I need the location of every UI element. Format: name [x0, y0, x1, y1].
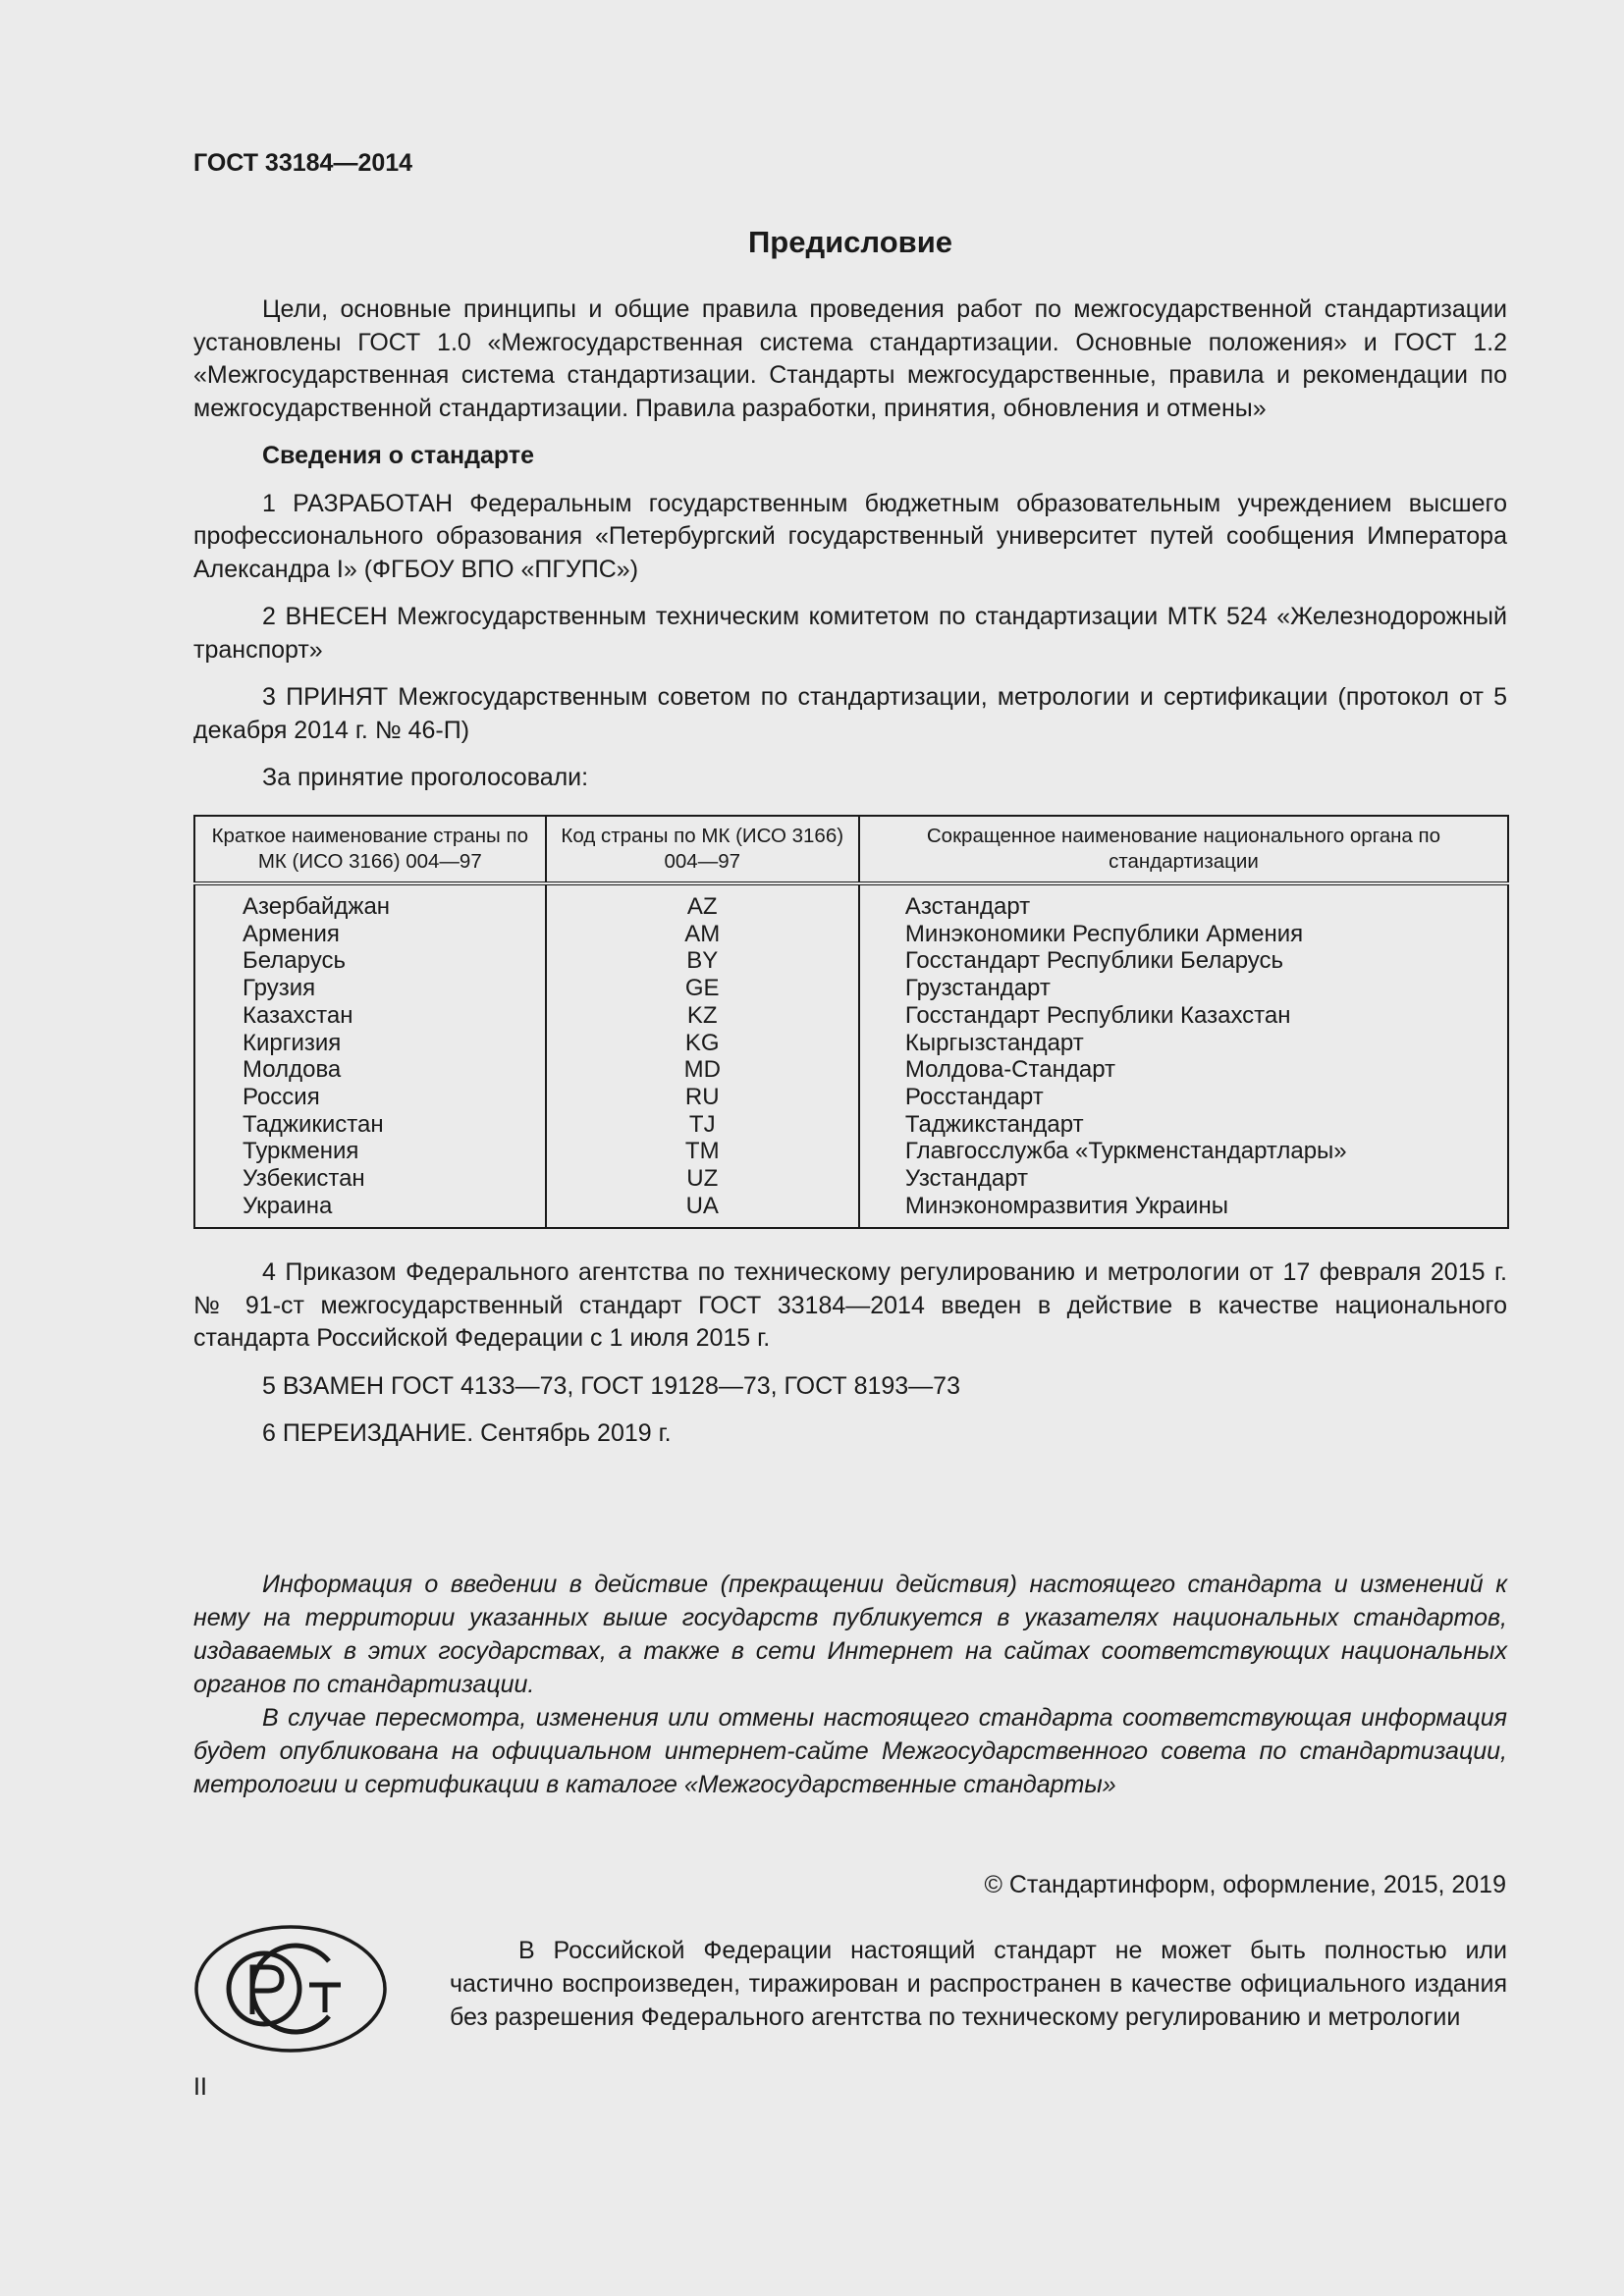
- code-cell: KG: [546, 1030, 859, 1057]
- body-cell: Грузстандарт: [859, 975, 1508, 1002]
- table-row: [194, 1138, 1508, 1165]
- page-number: II: [193, 2073, 207, 2101]
- country-cell: Беларусь: [194, 947, 546, 975]
- body-cell: Главгосслужба «Туркменстандартлары»: [859, 1138, 1508, 1165]
- copyright-text: © Стандартинформ, оформление, 2015, 2019: [984, 1871, 1506, 1898]
- code-cell: BY: [546, 947, 859, 975]
- body-cell: Минэкономики Республики Армения: [859, 921, 1508, 948]
- table-row: [194, 883, 1508, 921]
- code-cell: UZ: [546, 1165, 859, 1193]
- table-header-row: [194, 816, 1508, 883]
- country-cell: Азербайджан: [194, 883, 546, 921]
- country-cell: Грузия: [194, 975, 546, 1002]
- item-introduced: 2 ВНЕСЕН Межгосударственным техническим комитетом по стандартизации МТК 524 «Железнодорожный транспорт»: [193, 603, 1507, 664]
- column-header-code: Код страны по МК (ИСО 3166) 004—97: [546, 816, 859, 883]
- country-cell: Киргизия: [194, 1030, 546, 1057]
- country-cell: Туркмения: [194, 1138, 546, 1165]
- country-cell: Украина: [194, 1193, 546, 1229]
- table-row: [194, 1084, 1508, 1111]
- country-cell: Узбекистан: [194, 1165, 546, 1193]
- notice-block: [193, 1568, 1507, 1801]
- country-cell: Армения: [194, 921, 546, 948]
- rights-notice: В Российской Федерации настоящий стандарт не может быть полностью или частично воспроизведен, тиражирован и распространен в качестве официального издания без разрешения Федерального агентства по техническому регулированию и метрологии: [450, 1937, 1507, 2031]
- code-cell: AZ: [546, 883, 859, 921]
- code-cell: TM: [546, 1138, 859, 1165]
- country-cell: Молдова: [194, 1056, 546, 1084]
- table-row: [194, 1193, 1508, 1229]
- item-adopted: 3 ПРИНЯТ Межгосударственным советом по стандартизации, метрологии и сертификации (протокол от 5 декабря 2014 г. № 46-П): [193, 683, 1507, 744]
- body-cell: Азстандарт: [859, 883, 1508, 921]
- item-replaces: 5 ВЗАМЕН ГОСТ 4133—73, ГОСТ 19128—73, ГОСТ 8193—73: [262, 1371, 960, 1400]
- preface-body-continued: [193, 1256, 1507, 1451]
- column-header-body: Сокращенное наименование национального органа по стандартизации: [859, 816, 1508, 883]
- country-cell: Таджикистан: [194, 1111, 546, 1139]
- preface-body: [193, 294, 1507, 795]
- table-row: [194, 921, 1508, 948]
- votes-label: За принятие проголосовали:: [262, 764, 589, 791]
- code-cell: KZ: [546, 1002, 859, 1030]
- page-title: Предисловие: [747, 225, 952, 259]
- table-row: [194, 1165, 1508, 1193]
- code-cell: MD: [546, 1056, 859, 1084]
- rst-certification-mark-icon: [193, 1924, 388, 2054]
- table-row: [194, 1030, 1508, 1057]
- country-cell: Казахстан: [194, 1002, 546, 1030]
- body-cell: Узстандарт: [859, 1165, 1508, 1193]
- item-developed: 1 РАЗРАБОТАН Федеральным государственным бюджетным образовательным учреждением высшего профессионального образования «Петербургский государственный университет путей сообщения Императора Александра I» (ФГБОУ ВПО «ПГУПС»): [193, 489, 1507, 583]
- table-row: [194, 947, 1508, 975]
- notice-paragraph: Информация о введении в действие (прекращении действия) настоящего стандарта и изменений к нему на территории указанных выше государств публикуется в указателях национальных стандартов, издаваемых в этих государствах, а также в сети Интернет на сайтах соответствующих национальных органов по стандартизации.: [193, 1571, 1507, 1698]
- code-cell: TJ: [546, 1111, 859, 1139]
- item-reissue: 6 ПЕРЕИЗДАНИЕ. Сентябрь 2019 г.: [262, 1419, 672, 1447]
- column-header-country: Краткое наименование страны по МК (ИСО 3166) 004—97: [194, 816, 546, 883]
- body-cell: Росстандарт: [859, 1084, 1508, 1111]
- code-cell: GE: [546, 975, 859, 1002]
- notice-paragraph: В случае пересмотра, изменения или отмены настоящего стандарта соответствующая информация будет опубликована на официальном интернет-сайте Межгосударственного совета по стандартизации, метрологии и сертификации в каталоге «Межгосударственные стандарты»: [193, 1704, 1507, 1798]
- code-cell: AM: [546, 921, 859, 948]
- table-row: [194, 1111, 1508, 1139]
- body-cell: Кыргызстандарт: [859, 1030, 1508, 1057]
- code-cell: RU: [546, 1084, 859, 1111]
- table-row: [194, 975, 1508, 1002]
- item-enacted: 4 Приказом Федерального агентства по техническому регулированию и метрологии от 17 февраля 2015 г. № 91-ст межгосударственный стандарт ГОСТ 33184—2014 введен в действие в качестве национального стандарта Российской Федерации с 1 июля 2015 г.: [193, 1258, 1507, 1352]
- table-row: [194, 1056, 1508, 1084]
- body-cell: Таджикстандарт: [859, 1111, 1508, 1139]
- country-cell: Россия: [194, 1084, 546, 1111]
- table-row: [194, 1002, 1508, 1030]
- intro-paragraph: Цели, основные принципы и общие правила проведения работ по межгосударственной стандартизации установлены ГОСТ 1.0 «Межгосударственная система стандартизации. Основные положения» и ГОСТ 1.2 «Межгосударственная система стандартизации. Стандарты межгосударственные, правила и рекомендации по межгосударственной стандартизации. Правила разработки, принятия, обновления и отмены»: [193, 295, 1507, 422]
- body-cell: Госстандарт Республики Казахстан: [859, 1002, 1508, 1030]
- document-code: ГОСТ 33184—2014: [193, 149, 413, 177]
- body-cell: Молдова-Стандарт: [859, 1056, 1508, 1084]
- body-cell: Госстандарт Республики Беларусь: [859, 947, 1508, 975]
- code-cell: UA: [546, 1193, 859, 1229]
- body-cell: Минэкономразвития Украины: [859, 1193, 1508, 1229]
- votes-table: [193, 815, 1509, 1229]
- section-heading: Сведения о стандарте: [262, 442, 535, 469]
